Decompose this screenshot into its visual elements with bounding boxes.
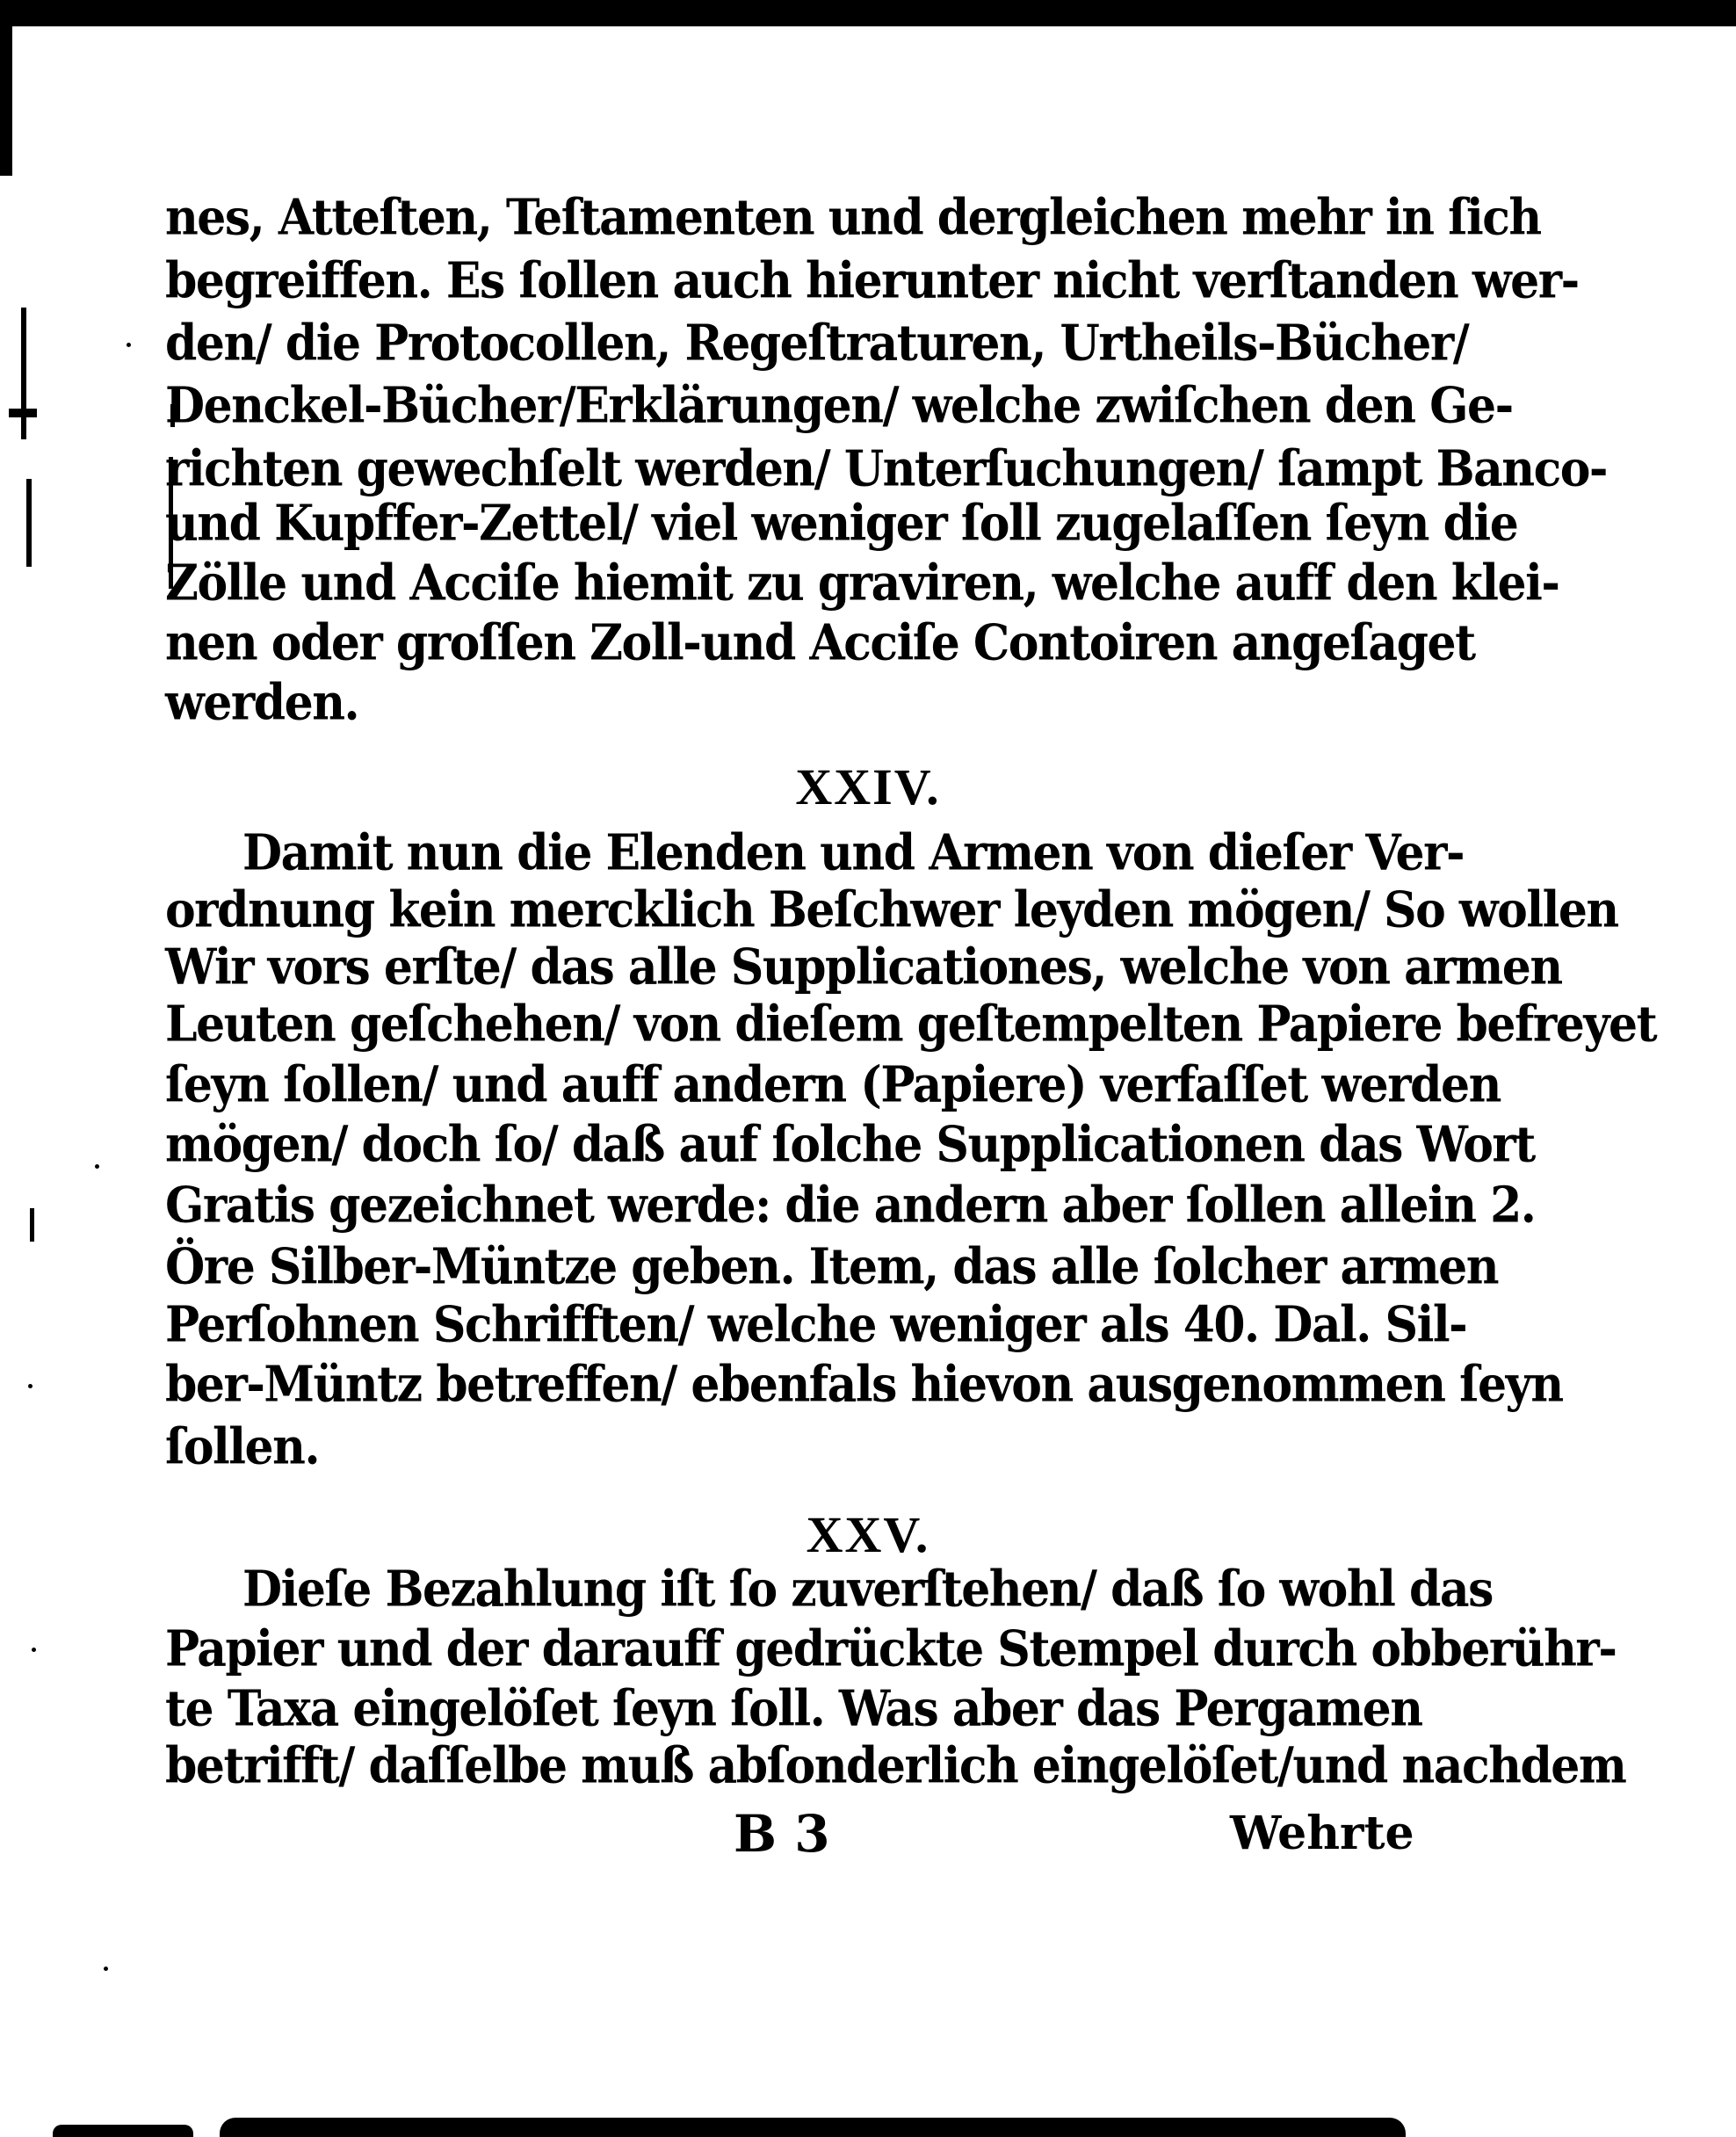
text-line: ber-Müntz betreffen/ ebenfals hievon ausgenommen ſeyn (165, 1355, 1563, 1414)
margin-artifact (127, 343, 131, 347)
catchword: Wehrte (1230, 1807, 1414, 1860)
text-line: den/ die Protocollen, Regeſtraturen, Urtheils-Bücher/ (165, 314, 1469, 373)
margin-artifact (28, 1384, 33, 1388)
text-line: Wir vors erſte/ das alle Supplicationes, welche von armen (165, 938, 1562, 996)
text-line: Papier und der darauff gedrückte Stempel durch obberühr- (165, 1619, 1617, 1678)
text-line: ordnung kein mercklich Beſchwer leyden mögen/ So wollen (165, 880, 1618, 939)
text-line: Leuten geſchehen/ von dieſem geſtempelten Papiere befreyet (165, 995, 1657, 1054)
margin-artifact (30, 1208, 34, 1242)
margin-artifact (32, 1648, 36, 1652)
text-line: betrifft/ daſſelbe muß abſonderlich eingelöſet/und nachdem (165, 1736, 1626, 1795)
scan-left-edge-shadow (0, 0, 12, 176)
text-line: te Taxa eingelöſet ſeyn ſoll. Was aber das Pergamen (165, 1679, 1422, 1738)
scan-bottom-border (53, 2125, 193, 2137)
text-line: nen oder groſſen Zoll-und Acciſe Contoiren angeſaget (165, 613, 1475, 672)
text-line: Zölle und Acciſe hiemit zu graviren, welche auff den klei- (165, 554, 1559, 612)
text-line: Perſohnen Schrifften/ welche weniger als 40. Dal. Sil- (165, 1295, 1467, 1354)
text-line: richten gewechſelt werden/ Unterſuchungen/ ſampt Banco- (165, 439, 1608, 498)
text-line: begreiffen. Es ſollen auch hierunter nicht verſtanden wer- (165, 251, 1579, 310)
text-line: und Kupffer-Zettel/ viel weniger ſoll zugelaſſen ſeyn die (165, 494, 1518, 553)
scan-top-border (0, 0, 1736, 26)
margin-artifact (95, 1164, 99, 1169)
text-line: Dieſe Bezahlung iſt ſo zuverſtehen/ daß ſo wohl das (242, 1560, 1493, 1619)
margin-artifact (21, 308, 26, 439)
margin-artifact (9, 409, 37, 417)
margin-artifact (104, 1967, 108, 1971)
margin-artifact (26, 479, 32, 567)
text-line: Gratis gezeichnet werde: die andern aber ſollen allein 2. (165, 1176, 1536, 1235)
text-line: nes, Atteſten, Teſtamenten und dergleichen mehr in ſich (165, 188, 1541, 247)
text-line: Öre Silber-Müntze geben. Item, das alle ſolcher armen (165, 1237, 1499, 1296)
text-line: ſeyn ſollen/ und auff andern (Papiere) verfaſſet werden (165, 1055, 1501, 1114)
text-line: Damit nun die Elenden und Armen von dieſer Ver- (242, 823, 1465, 882)
section-heading-xxiv: XXIV. (795, 758, 941, 815)
text-line: Denckel-Bücher/Erklärungen/ welche zwiſchen den Ge- (165, 376, 1513, 435)
scan-bottom-border (220, 2118, 1406, 2137)
text-line: ſollen. (165, 1417, 320, 1476)
section-heading-xxv: XXV. (806, 1506, 930, 1563)
text-line: werden. (165, 673, 359, 732)
signature-mark: B 3 (734, 1804, 830, 1864)
text-line: mögen/ doch ſo/ daß auf ſolche Supplicationen das Wort (165, 1115, 1535, 1174)
